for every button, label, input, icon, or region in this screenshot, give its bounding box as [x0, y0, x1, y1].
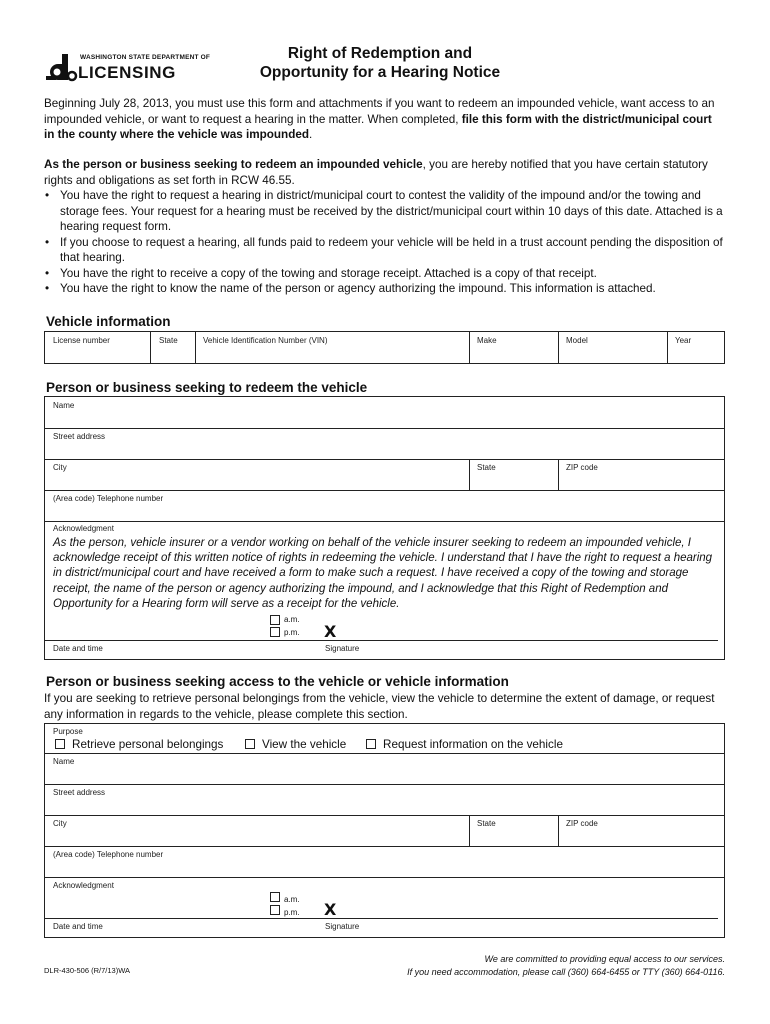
col-divider: [469, 459, 470, 490]
form-title: [230, 44, 530, 82]
vehicle-info-table: [44, 331, 725, 364]
access-signature-x: X: [324, 900, 337, 919]
request-info-label: Request information on the vehicle: [383, 738, 563, 751]
logo-licensing-text: LICENSING: [78, 63, 176, 82]
access-ack-label: Acknowledgment: [53, 881, 114, 890]
access-am-label: a.m.: [284, 895, 300, 904]
access-am-checkbox[interactable]: [270, 892, 280, 902]
redeem-state-field[interactable]: State: [477, 463, 496, 472]
redeem-am-label: a.m.: [284, 615, 300, 624]
vehicle-divider: [195, 332, 196, 363]
access-intro: If you are seeking to retrieve personal belongings from the vehicle, view the vehicle to determine the extent of damage, or request any information in regards to the vehicle, please complete this section.: [44, 692, 715, 721]
col-divider: [469, 815, 470, 846]
access-city-field[interactable]: City: [53, 819, 67, 828]
redeem-am-checkbox[interactable]: [270, 615, 280, 625]
redeem-zip-field[interactable]: ZIP code: [566, 463, 598, 472]
title-line-2: Opportunity for a Hearing Notice: [259, 64, 501, 81]
row-divider: [45, 784, 724, 785]
intro-end: .: [308, 128, 313, 141]
access-signature-label: Signature: [325, 922, 360, 931]
redeem-phone-field[interactable]: (Area code) Telephone number: [53, 494, 164, 503]
view-checkbox[interactable]: [245, 739, 255, 749]
redeem-signature-x: X: [324, 622, 337, 641]
make-field[interactable]: Make: [477, 336, 497, 345]
redeem-city-field[interactable]: City: [53, 463, 67, 472]
vehicle-divider: [469, 332, 470, 363]
request-info-checkbox[interactable]: [366, 739, 376, 749]
row-divider: [45, 753, 724, 754]
redeem-pm-label: p.m.: [284, 628, 300, 637]
intro-text: Beginning July 28, 2013, you must use this form and attachments if you want to redeem an impounded vehicle, want access to an impounded vehicle, or want to request a hearing in the matter. When completed,: [44, 97, 715, 126]
accessibility-line-2: If you need accommodation, please call (360) 664-6455 or TTY (360) 664-0116.: [407, 966, 725, 977]
row-divider: [45, 521, 724, 522]
access-date-line: [45, 918, 325, 919]
rights-list: [44, 188, 724, 297]
access-name-field[interactable]: Name: [53, 757, 75, 766]
access-signature-line[interactable]: [325, 918, 718, 919]
row-divider: [45, 428, 724, 429]
accessibility-note: [330, 953, 725, 978]
rights-item: • You have the right to know the name of the person or agency authorizing the impound. This information is attached.: [44, 281, 724, 297]
dol-logo: [44, 50, 211, 86]
title-line-1: Right of Redemption and: [287, 45, 473, 62]
redeem-name-field[interactable]: Name: [53, 401, 75, 410]
vehicle-divider: [150, 332, 151, 363]
purpose-label: Purpose: [53, 727, 83, 736]
redeem-pm-checkbox[interactable]: [270, 627, 280, 637]
redeem-date-line: [45, 640, 325, 641]
access-pm-checkbox[interactable]: [270, 905, 280, 915]
vehicle-divider: [667, 332, 668, 363]
rights-item: • You have the right to request a hearing in district/municipal court to contest the validity of the impound and/or the towing and storage fees. Your request for a hearing must be received by the district/municipal court within 10 days of this date. Attached is a hearing request form.: [44, 188, 724, 235]
logo-department-text: WASHINGTON STATE DEPARTMENT OF: [80, 54, 211, 61]
redeem-ack-label: Acknowledgment: [53, 524, 114, 533]
view-label: View the vehicle: [262, 738, 347, 751]
form-header: [44, 44, 724, 90]
redeem-signature-label: Signature: [325, 644, 360, 653]
row-divider: [45, 459, 724, 460]
notice-bold-text: As the person or business seeking to redeem an impounded vehicle: [44, 158, 423, 171]
form-id: DLR-430-506 (R/7/13)WA: [44, 966, 131, 975]
notice-paragraph: [44, 157, 724, 297]
model-field[interactable]: Model: [566, 336, 588, 345]
redeem-street-field[interactable]: Street address: [53, 432, 106, 441]
intro-paragraph: [44, 96, 724, 143]
access-table: [44, 723, 725, 938]
row-divider: [45, 877, 724, 878]
col-divider: [558, 459, 559, 490]
retrieve-label: Retrieve personal belongings: [72, 738, 224, 751]
access-date-label: Date and time: [53, 922, 103, 931]
access-phone-field[interactable]: (Area code) Telephone number: [53, 850, 164, 859]
intro-bold-text: file this form with the district/municipal court in the county where the vehicle was impounded: [44, 112, 712, 141]
row-divider: [45, 846, 724, 847]
license-number-field[interactable]: License number: [53, 336, 110, 345]
col-divider: [558, 815, 559, 846]
access-street-field[interactable]: Street address: [53, 788, 106, 797]
vin-field[interactable]: Vehicle Identification Number (VIN): [203, 336, 328, 345]
rights-item: • You have the right to receive a copy of the towing and storage receipt. Attached is a copy of that receipt.: [44, 266, 724, 282]
redeem-ack-text: As the person, vehicle insurer or a vendor working on behalf of the vehicle insurer seeking to redeem an impounded vehicle, I acknowledge receipt of this written notice of rights in redeeming the vehicle. I understand that I have the right to request a hearing in district/municipal court and have received a form to make such a request. I have received a copy of the towing and storage receipt, the name of the person or agency authorizing the impound, and I acknowledge that this Right of Redemption and Opportunity for a Hearing form will serve as a receipt for the vehicle.: [53, 537, 713, 610]
access-pm-label: p.m.: [284, 908, 300, 917]
vehicle-divider: [558, 332, 559, 363]
redeem-table: [44, 396, 725, 660]
access-state-field[interactable]: State: [477, 819, 496, 828]
year-field[interactable]: Year: [675, 336, 692, 345]
rights-item: • If you choose to request a hearing, all funds paid to redeem your vehicle will be held in a trust account pending the disposition of that hearing.: [44, 235, 724, 266]
accessibility-line-1: We are committed to providing equal access to our services.: [484, 954, 725, 964]
retrieve-checkbox[interactable]: [55, 739, 65, 749]
vehicle-state-field[interactable]: State: [159, 336, 178, 345]
row-divider: [45, 815, 724, 816]
dol-logo-mark-icon: [44, 52, 78, 82]
redeem-signature-line[interactable]: [325, 640, 718, 641]
access-zip-field[interactable]: ZIP code: [566, 819, 598, 828]
row-divider: [45, 490, 724, 491]
access-section-title: Person or business seeking access to the vehicle or vehicle information: [46, 674, 509, 689]
redeem-section-title: Person or business seeking to redeem the vehicle: [46, 380, 368, 395]
vehicle-section-title: Vehicle information: [46, 314, 171, 329]
redeem-date-label: Date and time: [53, 644, 103, 653]
notice-text: , you are hereby notified that you have certain statutory rights and obligations as set forth in RCW 46.55.: [44, 158, 708, 187]
notice-lead: [44, 157, 724, 188]
